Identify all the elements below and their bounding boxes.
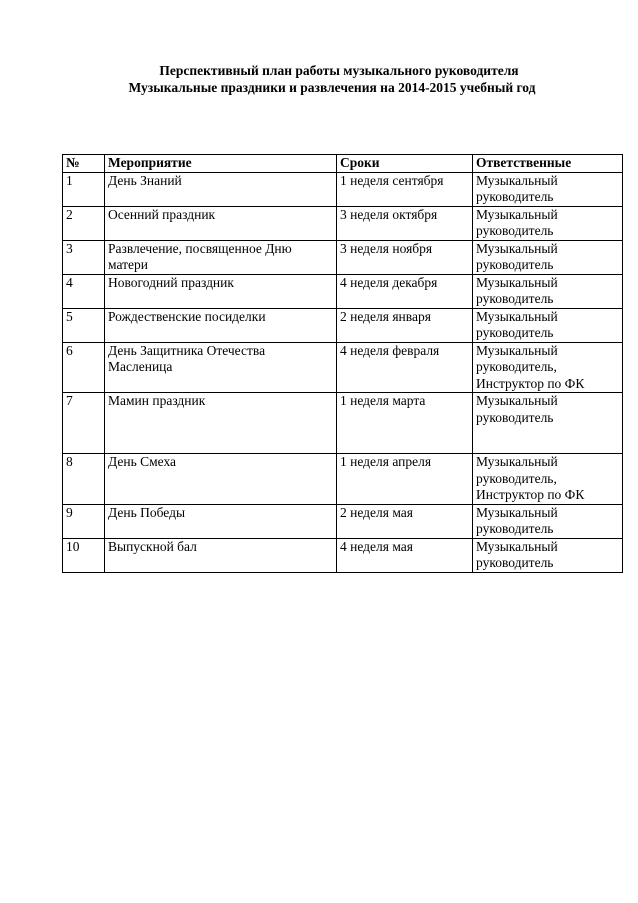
table-row (63, 240, 623, 274)
cell-number: 1 (63, 172, 105, 206)
responsible-text-line: руководитель (476, 409, 554, 425)
event-text-line: Новогодний праздник (108, 274, 234, 290)
cell-date: 4 неделя декабря (337, 274, 473, 308)
table-body (63, 172, 623, 572)
responsible-text-line: Инструктор по ФК (476, 487, 585, 502)
cell-date: 2 неделя января (337, 308, 473, 342)
document-title (0, 62, 638, 96)
cell-date: 1 неделя марта (337, 393, 473, 454)
table-header-row (63, 155, 623, 173)
cell-responsible (473, 308, 623, 342)
cell-date: 2 неделя мая (337, 504, 473, 538)
table-row (63, 308, 623, 342)
header-responsible: Ответственные (473, 155, 623, 173)
responsible-text-line: Музыкальный (476, 504, 558, 520)
responsible-text-line: Музыкальный (476, 240, 558, 256)
cell-event (105, 172, 337, 206)
header-number: № (63, 155, 105, 173)
event-text-line: матери (108, 257, 148, 272)
cell-number: 10 (63, 538, 105, 572)
responsible-text-line: руководитель (476, 291, 554, 306)
cell-number: 2 (63, 206, 105, 240)
event-text-line: Масленица (108, 359, 173, 374)
cell-date: 3 неделя ноября (337, 240, 473, 274)
cell-date: 4 неделя мая (337, 538, 473, 572)
responsible-text-line: Инструктор по ФК (476, 375, 585, 391)
cell-event (105, 308, 337, 342)
table-row (63, 274, 623, 308)
responsible-text-line: Музыкальный (476, 454, 558, 469)
cell-event (105, 206, 337, 240)
responsible-text-line: руководитель (476, 257, 554, 272)
cell-event (105, 538, 337, 572)
cell-responsible (473, 274, 623, 308)
cell-responsible (473, 393, 623, 454)
responsible-text-line: руководитель (476, 223, 554, 238)
header-event: Мероприятие (105, 155, 337, 173)
event-text-line: День Смеха (108, 454, 177, 469)
responsible-text-line: Музыкальный (476, 342, 558, 358)
event-text-line: Развлечение, посвященное Дню (108, 240, 292, 256)
table-row (63, 172, 623, 206)
event-text-line: Выпускной бал (108, 538, 197, 554)
table-row (63, 206, 623, 240)
responsible-text-line: Музыкальный (476, 538, 558, 554)
responsible-text-line: руководитель, (476, 470, 557, 486)
cell-number: 8 (63, 454, 105, 505)
responsible-text-line: руководитель (476, 325, 554, 340)
cell-event (105, 274, 337, 308)
responsible-text-line: Музыкальный (476, 172, 558, 188)
title-line-2: Музыкальные праздники и развлечения на 2014-2015 учебный год (128, 80, 536, 95)
responsible-text-line: руководитель, (476, 359, 557, 374)
cell-number: 3 (63, 240, 105, 274)
responsible-text-line: Музыкальный (476, 308, 558, 324)
cell-event (105, 342, 337, 393)
cell-responsible (473, 342, 623, 393)
cell-event (105, 393, 337, 454)
cell-number: 4 (63, 274, 105, 308)
event-text-line: День Победы (108, 504, 186, 520)
responsible-text-line: руководитель (476, 555, 554, 570)
events-table (62, 154, 623, 573)
responsible-text-line: Музыкальный (476, 274, 558, 290)
responsible-text-line: Музыкальный (476, 393, 558, 408)
cell-event (105, 454, 337, 505)
table-row (63, 538, 623, 572)
header-date: Сроки (337, 155, 473, 173)
cell-number: 7 (63, 393, 105, 454)
cell-responsible (473, 172, 623, 206)
cell-event (105, 504, 337, 538)
cell-date: 3 неделя октября (337, 206, 473, 240)
title-line-1: Перспективный план работы музыкального руководителя (159, 63, 519, 78)
event-text-line: День Знаний (108, 172, 182, 188)
table-row (63, 454, 623, 505)
cell-responsible (473, 240, 623, 274)
cell-date: 1 неделя сентября (337, 172, 473, 206)
event-text-line: День Защитника Отечества (108, 342, 266, 358)
cell-responsible (473, 454, 623, 505)
responsible-text-line: Музыкальный (476, 206, 558, 222)
table-row (63, 393, 623, 454)
responsible-text-line: руководитель (476, 521, 554, 536)
cell-date: 4 неделя февраля (337, 342, 473, 393)
event-text-line: Рождественские посиделки (108, 308, 266, 324)
table-row (63, 504, 623, 538)
cell-date: 1 неделя апреля (337, 454, 473, 505)
cell-event (105, 240, 337, 274)
event-text-line: Мамин праздник (108, 393, 206, 408)
event-text-line: Осенний праздник (108, 206, 216, 222)
cell-responsible (473, 504, 623, 538)
cell-responsible (473, 206, 623, 240)
cell-number: 5 (63, 308, 105, 342)
cell-number: 6 (63, 342, 105, 393)
cell-number: 9 (63, 504, 105, 538)
responsible-text-line: руководитель (476, 189, 554, 204)
table-row (63, 342, 623, 393)
cell-responsible (473, 538, 623, 572)
